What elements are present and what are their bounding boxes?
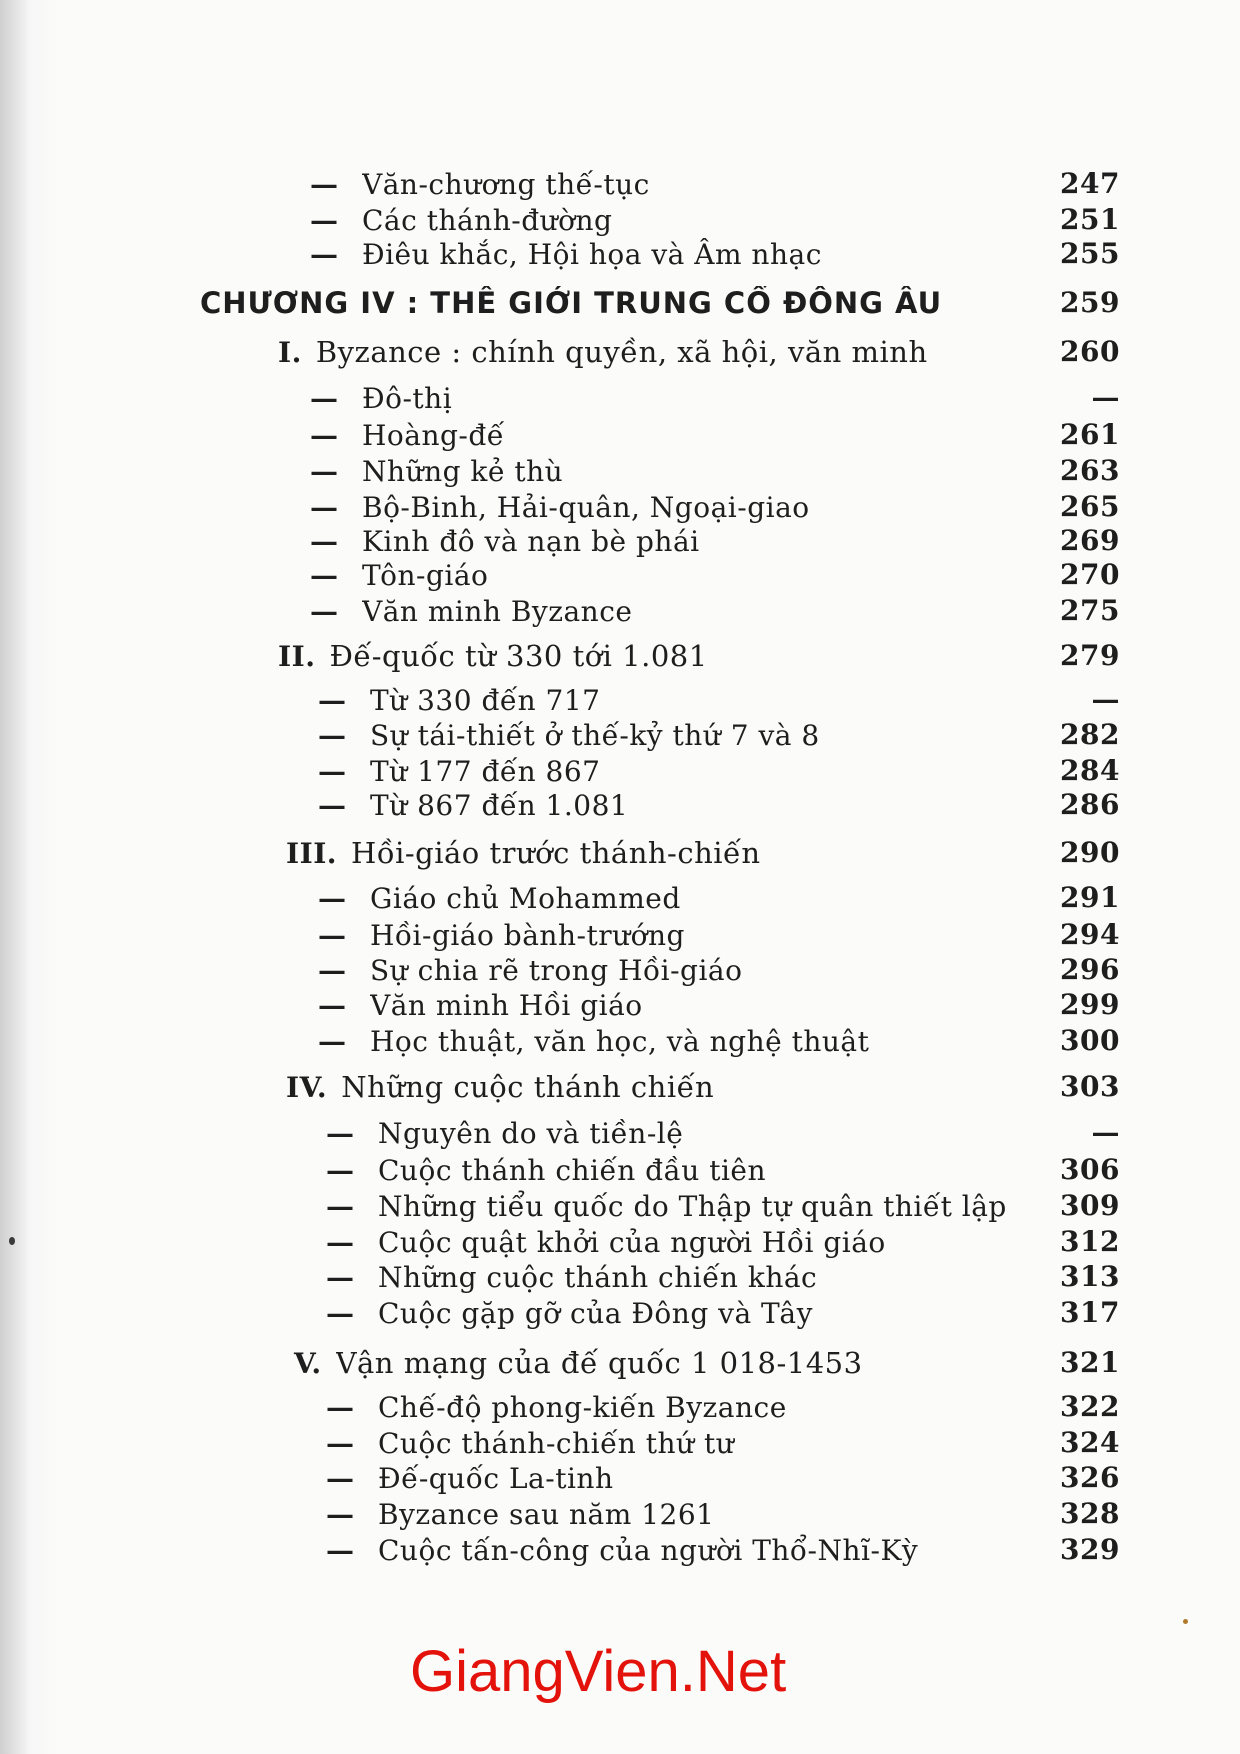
entry-title: Hồi-giáo trước thánh-chiến xyxy=(351,836,761,870)
toc-entry xyxy=(326,1257,1120,1297)
entry-title: CHƯƠNG IV : THẾ GIỚI TRUNG CỔ ĐÔNG ÂU xyxy=(200,286,943,320)
entry-dash: — xyxy=(326,1189,355,1223)
entry-dash: — xyxy=(326,1497,355,1531)
page-number: 309 xyxy=(1060,1189,1120,1222)
entry-title: Sự chia rẽ trong Hồi-giáo xyxy=(370,953,743,987)
entry-title: Văn minh Byzance xyxy=(362,594,633,628)
entry-dash: — xyxy=(326,1461,355,1495)
entry-title: Nguyên do và tiền-lệ xyxy=(378,1116,684,1150)
page-number: 247 xyxy=(1060,167,1120,200)
entry-title: Hồi-giáo bành-trướng xyxy=(370,918,685,952)
page-number: 261 xyxy=(1060,418,1120,451)
entry-title: Cuộc gặp gỡ của Đông và Tây xyxy=(378,1296,813,1330)
watermark: GiangVien.Net xyxy=(410,1639,787,1704)
page-number: 326 xyxy=(1060,1461,1120,1494)
entry-dash: — xyxy=(326,1296,355,1330)
entry-dash: — xyxy=(326,1533,355,1567)
section-number: I. xyxy=(278,335,302,369)
entry-title: Hoàng-đế xyxy=(362,418,505,452)
page-number: 265 xyxy=(1060,490,1120,523)
toc-entry xyxy=(310,591,1120,631)
entry-dash: — xyxy=(326,1426,355,1460)
entry-dash: — xyxy=(318,918,347,952)
page-number: 255 xyxy=(1060,237,1120,270)
page-number: 290 xyxy=(1060,836,1120,869)
entry-dash: — xyxy=(310,490,339,524)
entry-title: Vận mạng của đế quốc 1 018-1453 xyxy=(335,1346,863,1380)
toc-entry xyxy=(326,1458,1120,1498)
page-number: 291 xyxy=(1060,881,1120,914)
entry-title: Từ 177 đến 867 xyxy=(370,754,601,788)
page-number: 313 xyxy=(1060,1260,1120,1293)
entry-title: Văn-chương thế-tục xyxy=(362,167,650,201)
entry-dash: — xyxy=(310,524,339,558)
page-number: 270 xyxy=(1060,558,1120,591)
entry-dash: — xyxy=(318,754,347,788)
page-number: 279 xyxy=(1060,639,1120,672)
toc-entry xyxy=(318,680,1120,720)
entry-dash: — xyxy=(310,203,339,237)
entry-title: Kinh đô và nạn bè phái xyxy=(362,524,700,558)
entry-dash: — xyxy=(326,1260,355,1294)
chapter-heading xyxy=(200,283,1120,323)
page-number: — xyxy=(1091,1116,1120,1149)
page-number: 284 xyxy=(1060,754,1120,787)
page-number: 294 xyxy=(1060,918,1120,951)
entry-title: Đế-quốc từ 330 tới 1.081 xyxy=(329,639,708,673)
section-heading xyxy=(278,332,1120,372)
entry-title: Byzance : chính quyền, xã hội, văn minh xyxy=(315,335,928,369)
section-heading xyxy=(286,833,1120,873)
page-number: 317 xyxy=(1060,1296,1120,1329)
section-heading xyxy=(286,1067,1120,1107)
entry-dash: — xyxy=(318,683,347,717)
entry-dash: — xyxy=(318,881,347,915)
entry-dash: — xyxy=(326,1116,355,1150)
section-number: III. xyxy=(286,836,338,870)
entry-title: Đô-thị xyxy=(362,381,453,415)
page-number: 269 xyxy=(1060,524,1120,557)
toc-entry xyxy=(326,1530,1120,1570)
entry-title: Tôn-giáo xyxy=(362,558,489,592)
toc-entry xyxy=(326,1186,1120,1226)
page-number: 282 xyxy=(1060,718,1120,751)
toc-entry xyxy=(318,950,1120,990)
entry-title: Cuộc quật khởi của người Hồi giáo xyxy=(378,1225,886,1259)
entry-title: Bộ-Binh, Hải-quân, Ngoại-giao xyxy=(362,490,810,524)
page-number: 322 xyxy=(1060,1390,1120,1423)
entry-title: Học thuật, văn học, và nghệ thuật xyxy=(370,1024,870,1058)
toc-entry xyxy=(310,164,1120,204)
page-number: 303 xyxy=(1060,1070,1120,1103)
toc-entry xyxy=(326,1423,1120,1463)
entry-title: Những tiểu quốc do Thập tự quân thiết lập xyxy=(378,1189,1007,1223)
entry-dash: — xyxy=(326,1225,355,1259)
ink-speck xyxy=(1183,1619,1188,1624)
page-number: 324 xyxy=(1060,1426,1120,1459)
entry-dash: — xyxy=(318,788,347,822)
toc-entry xyxy=(326,1150,1120,1190)
entry-title: Sự tái-thiết ở thế-kỷ thứ 7 và 8 xyxy=(370,718,820,752)
entry-dash: — xyxy=(318,953,347,987)
page-number: 321 xyxy=(1060,1346,1120,1379)
entry-title: Những kẻ thù xyxy=(362,454,564,488)
toc-entry xyxy=(318,985,1120,1025)
section-heading xyxy=(294,1343,1120,1383)
entry-title: Cuộc thánh-chiến thứ tư xyxy=(378,1426,735,1460)
entry-title: Những cuộc thánh chiến xyxy=(341,1070,715,1104)
page-number: 275 xyxy=(1060,594,1120,627)
entry-title: Byzance sau năm 1261 xyxy=(378,1497,715,1531)
entry-dash: — xyxy=(310,594,339,628)
toc-entry xyxy=(310,451,1120,491)
toc-entry xyxy=(310,234,1120,274)
page-number: 329 xyxy=(1060,1533,1120,1566)
entry-title: Chế-độ phong-kiến Byzance xyxy=(378,1390,787,1424)
page-number: 328 xyxy=(1060,1497,1120,1530)
page-number: 286 xyxy=(1060,788,1120,821)
entry-title: Từ 330 đến 717 xyxy=(370,683,601,717)
entry-title: Đế-quốc La-tinh xyxy=(378,1461,614,1495)
entry-dash: — xyxy=(318,1024,347,1058)
entry-title: Những cuộc thánh chiến khác xyxy=(378,1260,818,1294)
toc-entry xyxy=(326,1222,1120,1262)
page-number: — xyxy=(1091,381,1120,414)
entry-dash: — xyxy=(318,718,347,752)
toc-entry xyxy=(326,1387,1120,1427)
entry-dash: — xyxy=(310,418,339,452)
entry-title: Từ 867 đến 1.081 xyxy=(370,788,629,822)
toc-entry xyxy=(326,1113,1120,1153)
toc-entry xyxy=(318,785,1120,825)
page-number: 263 xyxy=(1060,454,1120,487)
toc-entry xyxy=(310,415,1120,455)
page-number: 259 xyxy=(1060,286,1120,319)
toc-entry xyxy=(318,915,1120,955)
entry-title: Văn minh Hồi giáo xyxy=(370,988,643,1022)
page-number: 312 xyxy=(1060,1225,1120,1258)
page-number: 260 xyxy=(1060,335,1120,368)
ink-speck xyxy=(9,1237,15,1245)
entry-title: Cuộc thánh chiến đầu tiên xyxy=(378,1153,766,1187)
entry-title: Điêu khắc, Hội họa và Âm nhạc xyxy=(362,237,822,271)
page-number: 299 xyxy=(1060,988,1120,1021)
entry-dash: — xyxy=(310,237,339,271)
page-number: 296 xyxy=(1060,953,1120,986)
entry-dash: — xyxy=(310,167,339,201)
toc-entry xyxy=(318,715,1120,755)
page-number: 251 xyxy=(1060,203,1120,236)
entry-dash: — xyxy=(310,558,339,592)
toc-entry xyxy=(310,555,1120,595)
toc-entry xyxy=(318,1021,1120,1061)
section-number: V. xyxy=(294,1346,322,1380)
entry-dash: — xyxy=(326,1390,355,1424)
entry-title: Giáo chủ Mohammed xyxy=(370,881,681,915)
toc-entry xyxy=(318,878,1120,918)
section-number: II. xyxy=(278,639,316,673)
entry-dash: — xyxy=(318,988,347,1022)
toc-entry xyxy=(326,1494,1120,1534)
entry-dash: — xyxy=(310,454,339,488)
section-number: IV. xyxy=(286,1070,328,1104)
toc-entry xyxy=(310,378,1120,418)
page-number: — xyxy=(1091,683,1120,716)
section-heading xyxy=(278,636,1120,676)
entry-title: Các thánh-đường xyxy=(362,203,613,237)
page-number: 300 xyxy=(1060,1024,1120,1057)
toc-entry xyxy=(326,1293,1120,1333)
entry-dash: — xyxy=(310,381,339,415)
entry-title: Cuộc tấn-công của người Thổ-Nhĩ-Kỳ xyxy=(378,1533,919,1567)
page-number: 306 xyxy=(1060,1153,1120,1186)
entry-dash: — xyxy=(326,1153,355,1187)
